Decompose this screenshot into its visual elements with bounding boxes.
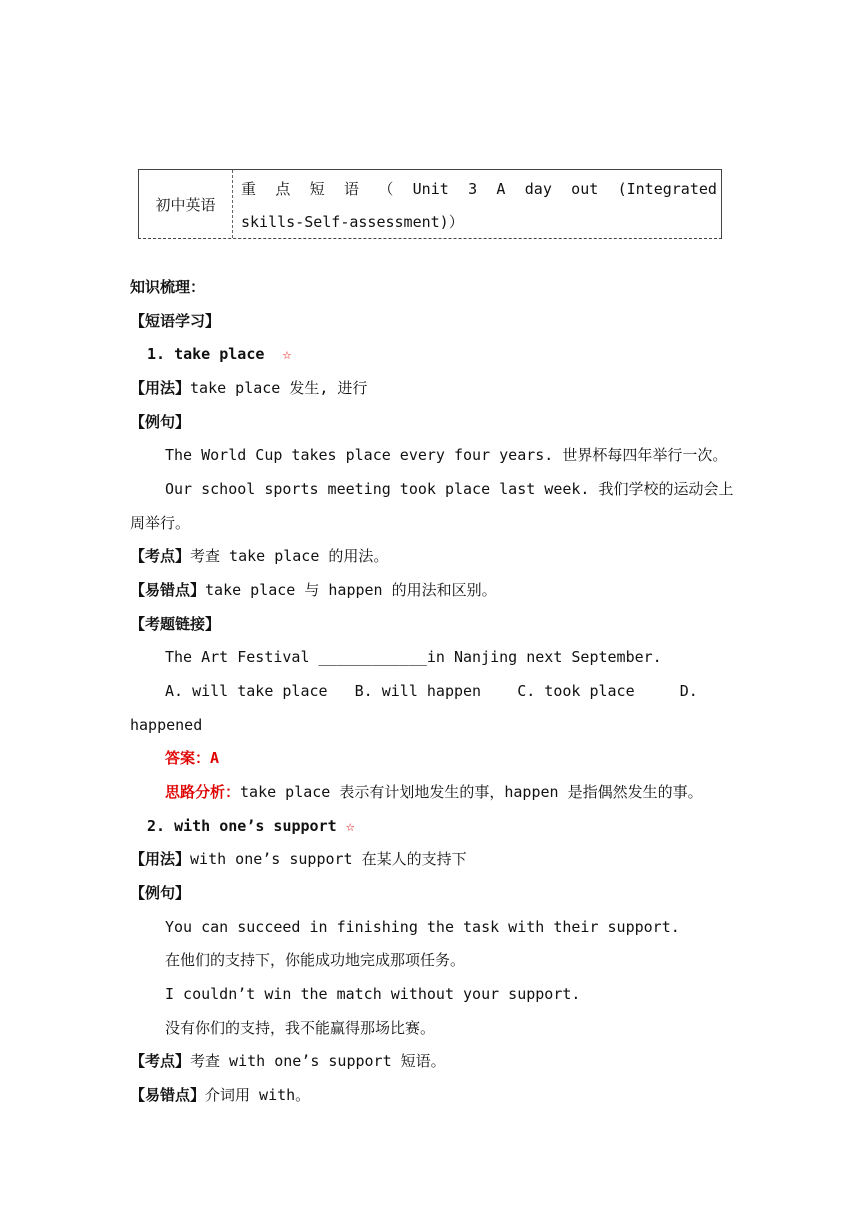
item1-title-text: 1. take place — [147, 345, 265, 363]
title-part: 点 — [275, 180, 291, 198]
title-part: (Integrated — [617, 180, 717, 198]
item1-options-cont: happened — [130, 716, 203, 734]
usage-text: with one’s support 在某人的支持下 — [190, 850, 467, 868]
analysis-text: take place 表示有计划地发生的事，happen 是指偶然发生的事。 — [240, 783, 703, 801]
analysis-label: 思路分析： — [165, 783, 241, 801]
section-heading: 知识梳理： — [130, 278, 206, 296]
exam-point-text: 考查 with one’s support 短语。 — [190, 1052, 446, 1070]
item2-example-label: 【例句】 — [130, 884, 191, 902]
title-part: out — [571, 180, 599, 198]
item1-options: A. will take place B. will happen C. took place D. — [165, 682, 698, 700]
item2-title-text: 2. with one’s support — [147, 817, 337, 835]
title-part: （ — [378, 180, 394, 198]
item1-title — [147, 343, 760, 365]
item2-example1-zh: 在他们的支持下，你能成功地完成那项任务。 — [165, 951, 466, 969]
item2-title — [147, 815, 760, 837]
header-table — [138, 169, 722, 239]
item2-error-point — [130, 1084, 760, 1106]
item2-example2-en: I couldn’t win the match without your support. — [165, 985, 581, 1003]
error-label: 【易错点】 — [130, 1086, 206, 1104]
phrase-study-heading: 【短语学习】 — [130, 312, 221, 330]
item1-analysis — [165, 781, 760, 803]
title-part: Unit — [412, 180, 449, 198]
item1-example1: The World Cup takes place every four years. 世界杯每四年举行一次。 — [165, 446, 728, 464]
item2-exam-point — [130, 1050, 760, 1072]
title-part: 短 — [309, 180, 325, 198]
usage-label: 【用法】 — [130, 850, 191, 868]
title-line-1 — [241, 173, 717, 206]
title-cell — [233, 170, 721, 238]
exam-point-text: 考查 take place 的用法。 — [190, 547, 389, 565]
exam-point-label: 【考点】 — [130, 1052, 191, 1070]
subject-cell: 初中英语 — [139, 170, 233, 238]
usage-text: take place 发生, 进行 — [190, 379, 368, 397]
title-part: 3 — [468, 180, 478, 198]
title-part: day — [524, 180, 552, 198]
item1-error-point — [130, 579, 760, 601]
item1-question: The Art Festival ____________in Nanjing next September. — [165, 648, 662, 666]
error-text: 介词用 with。 — [205, 1086, 311, 1104]
item2-example2-zh: 没有你们的支持，我不能赢得那场比赛。 — [165, 1019, 436, 1037]
title-part: 重 — [241, 180, 257, 198]
star-icon: ☆ — [282, 345, 292, 363]
error-text: take place 与 happen 的用法和区别。 — [205, 581, 497, 599]
exam-point-label: 【考点】 — [130, 547, 191, 565]
item1-exam-point — [130, 545, 760, 567]
title-part: 语 — [343, 180, 359, 198]
item1-usage — [130, 377, 760, 399]
item1-example2b: 周举行。 — [130, 514, 191, 532]
usage-label: 【用法】 — [130, 379, 191, 397]
item2-usage — [130, 848, 760, 870]
item1-link-label: 【考题链接】 — [130, 615, 221, 633]
title-line-2: skills-Self-assessment)） — [241, 213, 464, 231]
item1-example-label: 【例句】 — [130, 413, 191, 431]
item1-example2a: Our school sports meeting took place last week. 我们学校的运动会上 — [165, 480, 734, 498]
error-label: 【易错点】 — [130, 581, 206, 599]
star-icon: ☆ — [345, 817, 355, 835]
title-part: A — [496, 180, 506, 198]
item1-answer: 答案：A — [165, 749, 220, 767]
item2-example1-en: You can succeed in finishing the task with their support. — [165, 918, 680, 936]
